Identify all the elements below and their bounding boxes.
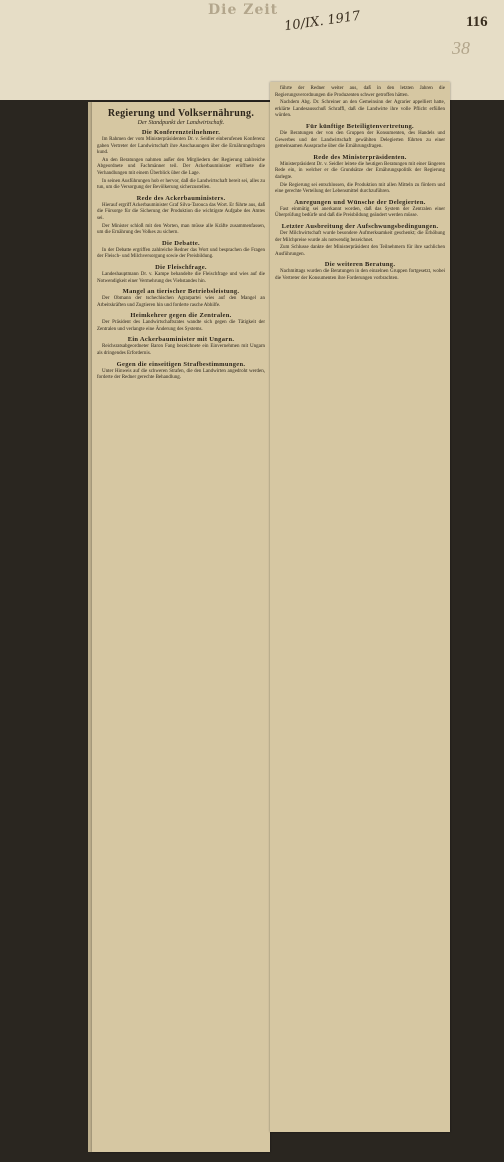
article-paragraph: An den Beratungen nahmen außer den Mitgliedern der Regierung zahlreiche Abgeordnete und Fachmänner teil. Der Ackerbauminister eröffnete die Verhandlungen mit einem Überblick über die Lage. [97, 157, 265, 176]
article-paragraph: Nachmittags wurden die Beratungen in den einzelnen Gruppen fortgesetzt, wobei die Vertreter der Konsumenten ihre Forderungen vorbrachten. [275, 269, 445, 281]
section-heading: Die Debatte. [162, 239, 200, 247]
section-heading: Rede des Ministerpräsidenten. [313, 153, 407, 161]
section-heading: Die Konferenzteilnehmer. [141, 129, 221, 136]
handwritten-date: 10/IX. 1917 [283, 8, 362, 35]
section-heading: Ein Ackerbauminister mit Ungarn. [127, 336, 235, 344]
right-column [270, 82, 450, 287]
newspaper-clipping-right [270, 82, 450, 1132]
article-paragraph: Fast einmütig sei anerkannt worden, daß das System der Zentralen einer Überprüfung bedürfe und daß die Preisbildung geändert werden müsse. [275, 206, 445, 219]
section-heading: Mangel an tierischer Betriebsleistung. [122, 288, 240, 296]
article-paragraph: führte der Redner weiter aus, daß in den letzten Jahren die Regierungsverordnungen die Produzenten schwer getroffen hätten. [275, 86, 445, 98]
article-paragraph: Reichsratsabgeordneter Baron Fang bezeichnete ein Einvernehmen mit Ungarn als dringendes Erfordernis. [97, 344, 265, 357]
article-headline: Regierung und Volksernährung. [107, 108, 255, 119]
section-heading: Für künftige Beteiligtenvertretung. [306, 122, 414, 130]
article-paragraph: Der Minister schloß mit den Worten, man müsse alle Kräfte zusammenfassen, um die Ernährung des Volkes zu sichern. [97, 223, 265, 236]
article-paragraph: Unter Hinweis auf die schweren Strafen, die den Landwirten angedroht werden, forderte der Redner gerechte Behandlung. [97, 368, 265, 381]
section-heading: Die Fleischfrage. [155, 263, 207, 271]
pencil-folio-number: 38 [452, 38, 470, 58]
section-heading: Gegen die einseitigen Strafbestimmungen. [116, 360, 246, 368]
article-paragraph: Die Regierung sei entschlossen, die Produktion mit allen Mitteln zu fördern und eine gerechte Verteilung der Lebensmittel durchzuführen. [275, 182, 445, 195]
article-paragraph: Im Rahmen der vom Ministerpräsidenten Dr. v. Seidler einberufenen Konferenz gaben Vertreter der Landwirtschaft ihre Anschauungen über die Ernährungsfragen kund. [97, 137, 265, 156]
newspaper-clipping-left [92, 102, 270, 1152]
article-paragraph: Hierauf ergriff Ackerbauminister Graf Silva-Tarouca das Wort. Er führte aus, daß die Fürsorge für die Sicherung der Produktion die wichtigste Aufgabe des Amtes sei. [97, 202, 265, 221]
article-paragraph: In der Debatte ergriffen zahlreiche Redner das Wort und besprachen die Fragen der Fleisch- und Milchversorgung sowie der Preisbildung. [97, 247, 265, 260]
article-paragraph: Die Beratungen der von den Gruppen der Konsumenten, des Handels und Gewerbes und der Landwirtschaft gewählten Delegierten führten zu einer gemeinsamen Aussprache über die Ernährungsfragen. [275, 130, 445, 150]
article-paragraph: Der Milchwirtschaft wurde besondere Aufmerksamkeit geschenkt; die Erhöhung der Milchpreise wurde als notwendig bezeichnet. [275, 230, 445, 243]
article-paragraph: Der Obmann der tschechischen Agrarpartei wies auf den Mangel an Arbeitskräften und Zugtieren hin und forderte rasche Abhilfe. [97, 296, 265, 308]
article-paragraph: Ministerpräsident Dr. v. Seidler leitete die heutigen Beratungen mit einer längeren Rede ein, in welcher er die Grundsätze der Ernährungspolitik der Regierung darlegte. [275, 161, 445, 180]
section-heading: Heimkehrer gegen die Zentralen. [130, 312, 232, 320]
page-number: 116 [466, 14, 488, 30]
section-heading: Anregungen und Wünsche der Delegierten. [294, 198, 426, 206]
section-heading: Letzter Ausbreitung der Aufschwungsbedingungen. [281, 222, 439, 230]
section-heading: Die weiteren Beratung. [324, 261, 396, 269]
article-paragraph: In seinen Ausführungen hob er hervor, daß die Landwirtschaft bereit sei, alles zu tun, um die Versorgung der Bevölkerung sicherzustellen. [97, 178, 265, 191]
left-column [92, 102, 270, 387]
newspaper-masthead: Die Zeit [208, 2, 279, 18]
article-paragraph: Nachdem Abg. Dr. Schreiner an den Gemeinsinn der Agrarier appelliert hatte, erklärte Landesausschuß Schraffl, daß die Landwirte ihre volle Pflicht erfüllen würden. [275, 100, 445, 119]
article-paragraph: Zum Schlusse dankte der Ministerpräsident den Teilnehmern für ihre sachlichen Ausführungen. [275, 245, 445, 257]
article-paragraph: Landeshauptmann Dr. v. Kampe behandelte die Fleischfrage und wies auf die Notwendigkeit einer Vermehrung des Viehstandes hin. [97, 271, 265, 284]
section-heading: Rede des Ackerbauministers. [136, 194, 226, 202]
article-paragraph: Der Präsident des Landwirtschaftsrates wandte sich gegen die Tätigkeit der Zentralen und verlangte eine Änderung des Systems. [97, 320, 265, 332]
article-subhead: Der Standpunkt der Landwirtschaft. [137, 120, 225, 126]
